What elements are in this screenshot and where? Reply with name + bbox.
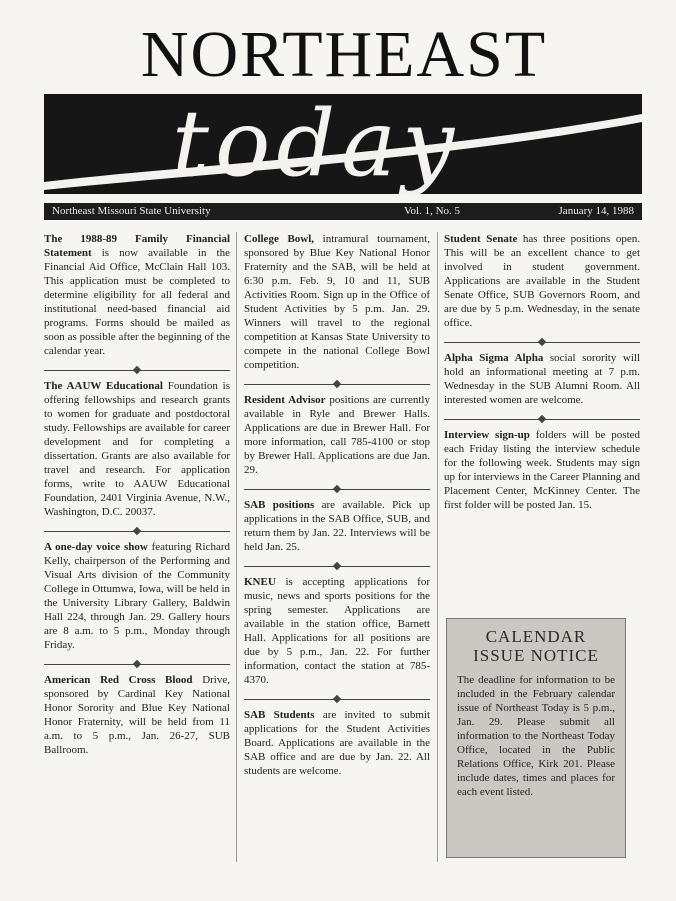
divider (44, 664, 230, 665)
article-text: is now available in the Financial Aid Office, McClain Hall 103. This application must be completed to determine eligibility for all federal and institutional need-based financial aid programs. Forms should be mailed as soon as possible after the beginning of the calendar year. (44, 247, 230, 357)
column-divider (437, 232, 438, 862)
article-lead: Alpha Sigma Alpha (444, 352, 544, 364)
article (444, 428, 640, 512)
article-text: Drive, sponsored by Cardinal Key National Honor Sorority and Blue Key National Honor Fraternity, will be held from 11 a.m. to 5 p.m., Jan. 26-27, SUB Ballroom. (44, 674, 230, 756)
article-lead: Student Senate (444, 233, 518, 245)
notice-title: CALENDAR ISSUE NOTICE (473, 627, 599, 665)
divider (444, 342, 640, 343)
divider (244, 489, 430, 490)
article-text: featuring Richard Kelly, chairperson of the Performing and Visual Arts division of the Community College in Ottumwa, Iowa, will be held in the University Library Gallery, Baldwin Hall 224, through Jan. 29. Gallery hours are 8 a.m. to 5 p.m., Monday through Friday. (44, 541, 230, 651)
article-lead: Interview sign-up (444, 429, 530, 441)
issue-date: January 14, 1988 (558, 205, 634, 217)
article-text: is accepting applications for music, news and sports positions for the spring semester. Applications are available in the station office, Barnett Hall. Applications for all positions are due by 5 p.m., Jan. 22. For further information, contact the station at 785-4370. (244, 576, 430, 686)
column-3 (444, 232, 640, 524)
masthead-subtitle: today (172, 90, 461, 197)
article-lead: The 1988-89 Family Financial Statement (44, 233, 230, 259)
issue-bar (44, 203, 642, 220)
article-lead: SAB Students (244, 709, 315, 721)
divider (244, 699, 430, 700)
column-1 (44, 232, 230, 769)
article (244, 393, 430, 477)
article-lead: Resident Advisor (244, 394, 326, 406)
article (44, 232, 230, 358)
divider (44, 370, 230, 371)
article (44, 540, 230, 652)
article-text: are invited to submit applications for the Student Activities Board. Applications are available in the SAB office and are due by Jan. 22. All students are welcome. (244, 709, 431, 777)
article-text: Foundation is offering fellowships and research grants to women for graduate and postdoctoral study. Fellowships are available for career development and for completing a dissertation. Grants are also available for travel and research. For application forms, write to AAUW Educational Foundation, 2401 Virginia Avenue, N.W., Washington, D.C. 20037. (44, 380, 230, 518)
article-text: has three positions open. This will be an excellent chance to get involved in student government. Applications are available in the Student Senate Office, SUB Governors Room, and are due by 5 p.m. Wednesday, in the senate office. (444, 233, 640, 329)
article-lead: College Bowl, (244, 233, 315, 245)
column-divider (236, 232, 237, 862)
article (244, 232, 430, 372)
divider (244, 566, 430, 567)
article-text: folders will be posted each Friday listing the interview schedule for the following week. Students may sign up for interviews in the Career Planning and Placement Center, McKinney Center. The first folder will be posted Jan. 15. (444, 429, 641, 511)
divider (244, 384, 430, 385)
article (244, 498, 430, 554)
calendar-notice-box (446, 618, 626, 858)
article (44, 673, 230, 757)
article-text: positions are currently available in Ryle and Brewer Halls. Applications are due in Brewer Hall. For more information, call 785-4100 or stop by Brewer Hall. Applications are due Jan. 29. (244, 394, 430, 476)
divider (44, 531, 230, 532)
article (444, 351, 640, 407)
publisher-name: Northeast Missouri State University (52, 205, 211, 217)
article (244, 708, 430, 778)
masthead-title: NORTHEAST (140, 18, 548, 91)
article-text: social sorority will hold an informational meeting at 7 p.m. Wednesday in the SUB Alumni Room. All interested women are welcome. (444, 352, 640, 406)
volume-number: Vol. 1, No. 5 (404, 205, 461, 217)
masthead-banner (44, 90, 642, 197)
article-lead: American Red Cross Blood (44, 674, 193, 686)
article-text: are available. Pick up applications in the SAB Office, SUB, and return them by Jan. 22. Interviews will be held Jan. 25. (244, 499, 430, 553)
divider (444, 419, 640, 420)
article-lead: SAB positions (244, 499, 315, 511)
article (244, 575, 430, 687)
article (444, 232, 640, 330)
column-2 (244, 232, 430, 790)
notice-body: The deadline for information to be included in the February calendar issue of Northeast Today is 5 p.m., Jan. 29. Please submit all information to the Northeast Today Office, located in the Public Relations Office, Kirk 201. Please include dates, times and places for each event listed. (457, 674, 615, 798)
article-lead: A one-day voice show (44, 541, 148, 553)
article-lead: The AAUW Educational (44, 380, 163, 392)
article (44, 379, 230, 519)
article-text: intramural tournament, sponsored by Blue Key National Honor Fraternity and the SAB, will be held at 6:30 p.m. Feb. 9, 10 and 11, SUB Activities Room. Sign up in the Office of Student Activities by 5 p.m. Jan. 29. Winners will travel to the regional competition at Kansas State University to compete in the national College Bowl competition. (244, 233, 430, 371)
article-lead: KNEU (244, 576, 276, 588)
